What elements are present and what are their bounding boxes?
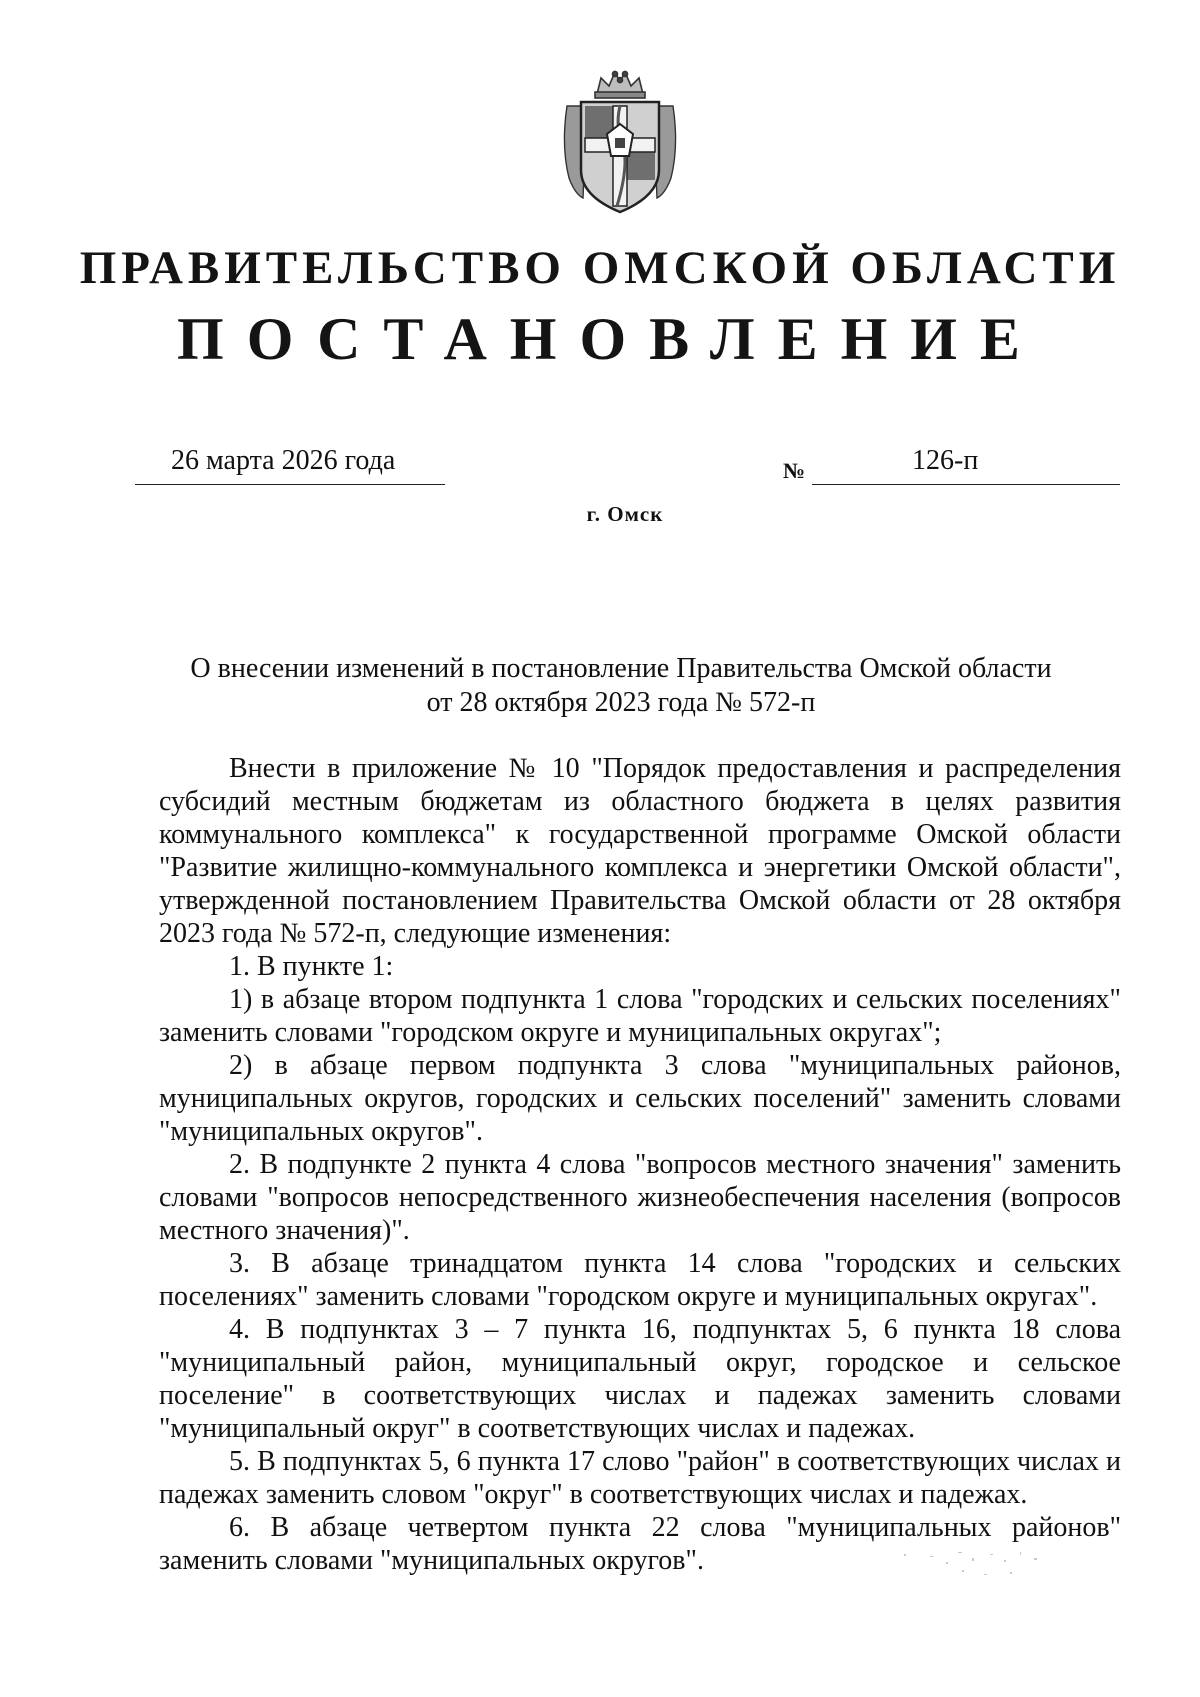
number-sign: №	[783, 458, 806, 483]
subject-line-1: О внесении изменений в постановление Правительства Омской области	[190, 653, 1052, 684]
document-city: г. Омск	[586, 502, 664, 526]
body-paragraph-item-1: 1. В пункте 1:	[229, 951, 394, 982]
document-number-field	[812, 440, 1120, 485]
document-number: 126-п	[912, 445, 979, 476]
document-body	[159, 752, 1121, 1577]
body-paragraph-item-1-2: 2) в абзаце первом подпункта 3 слова "муниципальных районов, муниципальных округов, городских и сельских поселений" заменить словами "муниципальных округов".	[159, 1050, 1121, 1147]
scan-noise-marks	[900, 1548, 1060, 1588]
document-subject	[0, 652, 1200, 720]
body-paragraph-item-4: 4. В подпунктах 3 – 7 пункта 16, подпунктах 5, 6 пункта 18 слова "муниципальный район, муниципальный округ, городское и сельское поселение" в соответствующих числах и падежах заменить словами "муниципальный округ" в соответствующих числах и падежах.	[159, 1314, 1121, 1444]
organization-title: ПРАВИТЕЛЬСТВО ОМСКОЙ ОБЛАСТИ	[79, 242, 1121, 294]
body-paragraph-item-5: 5. В подпунктах 5, 6 пункта 17 слово "район" в соответствующих числах и падежах заменить словом "округ" в соответствующих числах и падежах.	[159, 1446, 1121, 1510]
body-paragraph-item-1-1: 1) в абзаце втором подпункта 1 слова "городских и сельских поселениях" заменить словами "городском округе и муниципальных округах";	[159, 984, 1121, 1048]
coat-of-arms-icon	[559, 66, 681, 216]
body-paragraph-intro: Внести в приложение № 10 "Порядок предоставления и распределения субсидий местным бюджетам из областного бюджета в целях развития коммунального комплекса" к государственной программе Омской области "Развитие жилищно-коммунального комплекса и энергетики Омской области", утвержденной постановлением Правительства Омской области от 28 октября 2023 года № 572-п, следующие изменения:	[159, 753, 1121, 949]
document-date: 26 марта 2026 года	[171, 445, 396, 476]
body-paragraph-item-3: 3. В абзаце тринадцатом пункта 14 слова "городских и сельских поселениях" заменить словами "городском округе и муниципальных округах".	[159, 1248, 1121, 1312]
subject-line-2: от 28 октября 2023 года № 572-п	[426, 687, 816, 718]
document-type-title: ПОСТАНОВЛЕНИЕ	[177, 306, 1043, 372]
body-paragraph-item-6: 6. В абзаце четвертом пункта 22 слова "муниципальных районов" заменить словами "муниципальных округов".	[159, 1512, 1121, 1576]
document-date-field	[135, 440, 445, 485]
body-paragraph-item-2: 2. В подпункте 2 пункта 4 слова "вопросов местного значения" заменить словами "вопросов непосредственного жизнеобеспечения населения (вопросов местного значения)".	[159, 1149, 1121, 1246]
